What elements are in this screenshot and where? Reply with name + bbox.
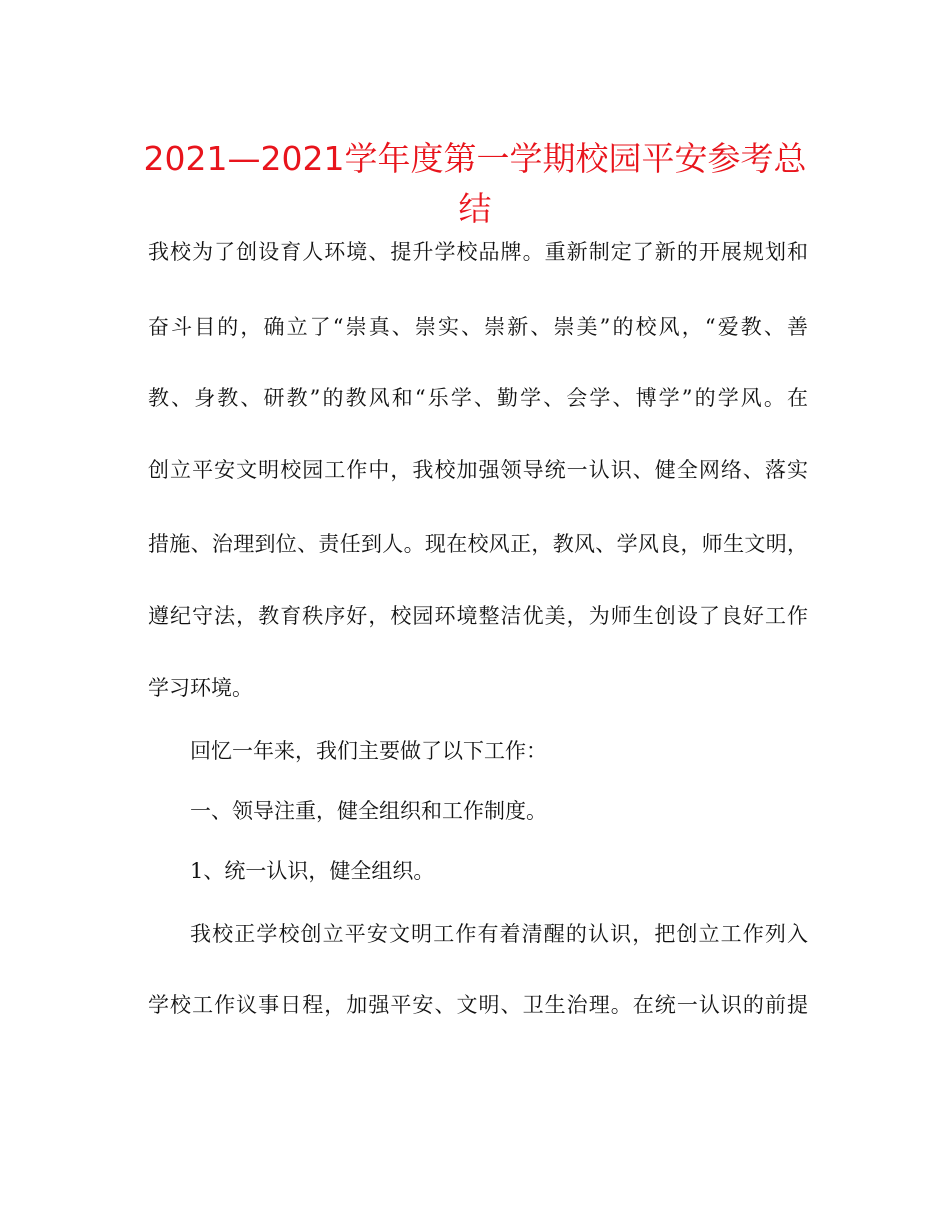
paragraph-line: 奋斗目的，确立了“崇真、崇实、崇新、崇美”的校风，“爱教、善: [148, 315, 808, 339]
paragraph-line: 学习环境。: [148, 676, 253, 700]
paragraph-line: 学校工作议事日程，加强平安、文明、卫生治理。在统一认识的前提: [148, 993, 808, 1017]
paragraph-line: 教、身教、研教”的教风和“乐学、勤学、会学、博学”的学风。在: [148, 386, 808, 410]
paragraph-line: 遵纪守法，教育秩序好，校园环境整洁优美，为师生创设了良好工作: [148, 604, 808, 628]
paragraph-line: 措施、治理到位、责任到人。现在校风正，教风、学风良，师生文明，: [148, 532, 808, 556]
paragraph-line: 创立平安文明校园工作中，我校加强领导统一认识、健全网络、落实: [148, 458, 808, 482]
paragraph-line: 我校正学校创立平安文明工作有着清醒的认识，把创立工作列入: [190, 922, 808, 946]
paragraph-line: 回忆一年来，我们主要做了以下工作：: [190, 739, 547, 763]
document-title-line-2: 结: [458, 189, 492, 228]
document-title-line-1: 2021—2021学年度第一学期校园平安参考总: [143, 139, 807, 178]
subsection-heading: 1、统一认识，健全组织。: [190, 859, 435, 883]
section-heading: 一、领导注重，健全组织和工作制度。: [190, 799, 547, 823]
paragraph-line: 我校为了创设育人环境、提升学校品牌。重新制定了新的开展规划和: [148, 240, 808, 264]
